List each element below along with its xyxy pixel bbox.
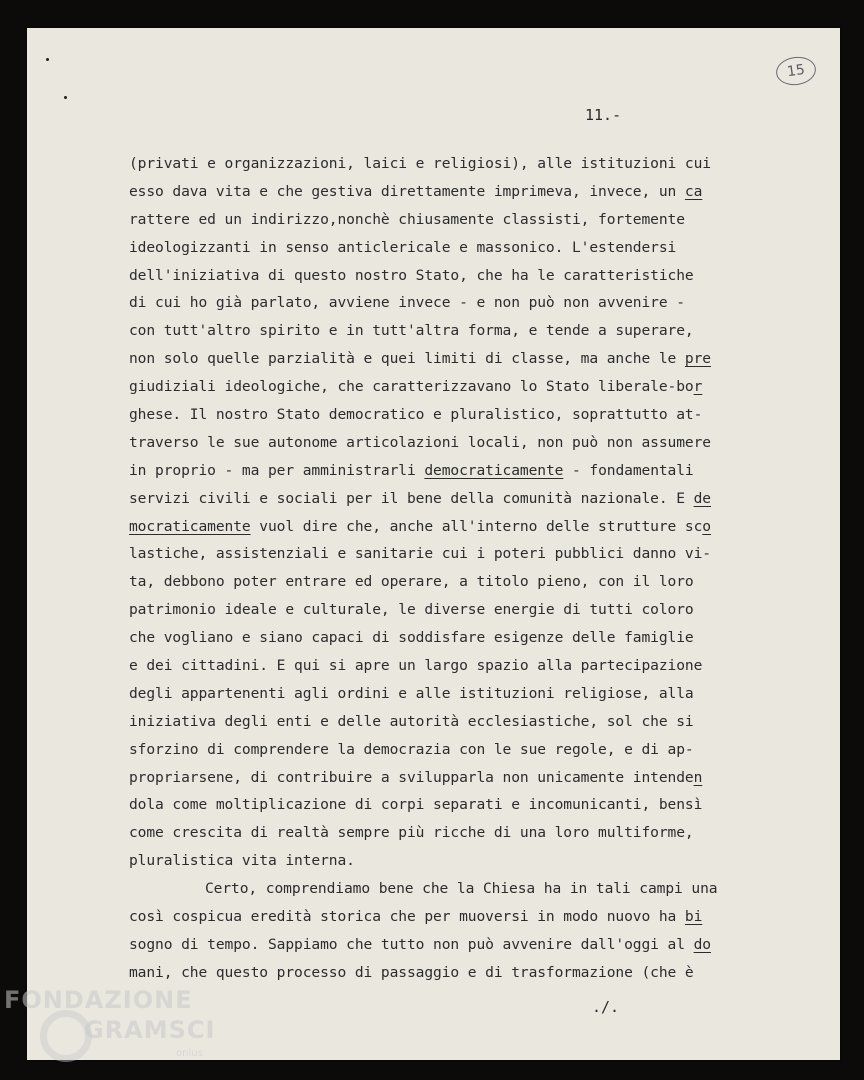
text-line [129,317,819,345]
text-run: patrimonio ideale e culturale, le diverse energie di tutti coloro [129,601,694,619]
underlined-text: do [693,935,711,953]
text-run: come crescita di realtà sempre più ricche di una loro multiforme, [129,824,694,842]
text-run: traverso le sue autonome articolazioni locali, non può non assumere [129,433,711,451]
text-line [129,568,819,596]
underlined-text: n [693,768,703,786]
text-run: e dei cittadini. E qui si apre un largo spazio alla partecipazione [129,657,703,675]
text-run: servizi civili e sociali per il bene della comunità nazionale. E [129,489,694,507]
underlined-text: bi [684,908,703,926]
text-line [129,708,819,736]
text-run: lastiche, assistenziali e sanitarie cui i poteri pubblici danno vi- [129,545,711,563]
text-run: propriarsene, di contribuire a svilupparla non unicamente intende [129,768,694,786]
text-run: mani, che questo processo di passaggio e di trasformazione (che è [129,963,694,981]
text-line [129,401,819,429]
speck [46,58,49,61]
text-line [129,345,819,373]
text-line [129,206,819,234]
watermark-line2: GRAMSCI [84,1016,216,1044]
text-run: ghese. Il nostro Stato democratico e pluralistico, soprattutto at- [129,406,703,424]
underlined-text: mocraticamente [129,517,251,535]
text-line [129,373,819,401]
fondazione-gramsci-watermark [4,986,224,1076]
text-run: con tutt'altro spirito e in tutt'altra forma, e tende a superare, [129,322,694,340]
text-run: dell'iniziativa di questo nostro Stato, che ha le caratteristiche [129,266,694,284]
text-line [129,764,819,792]
text-line [129,791,819,819]
text-line [129,262,819,290]
text-run: sogno di tempo. Sappiamo che tutto non può avvenire dall'oggi al [129,935,694,953]
text-run: non solo quelle parzialità e quei limiti di classe, ma anche le [129,350,685,368]
text-run: ideologizzanti in senso anticlericale e massonico. L'estendersi [129,238,677,256]
watermark-suffix: onlus [176,1048,203,1059]
text-run: vuol dire che, anche all'interno delle strutture sc [250,517,703,535]
text-run: - fondamentali [563,461,694,479]
text-run: iniziativa degli enti e delle autorità ecclesiastiche, sol che si [129,712,694,730]
text-run: giudiziali ideologiche, che caratterizzavano lo Stato liberale-bo [129,378,694,396]
text-line [129,540,819,568]
body-text [129,150,819,987]
text-line [129,875,819,903]
text-line [129,289,819,317]
text-line [129,959,819,987]
text-line [129,234,819,262]
underlined-text: democraticamente [424,461,564,479]
text-line [129,736,819,764]
underlined-text: r [693,378,703,396]
text-line [129,513,819,541]
text-line [129,680,819,708]
page-number: 11.- [585,106,622,124]
speck [64,96,67,99]
text-run: in proprio - ma per amministrarli [129,461,425,479]
text-line [129,652,819,680]
text-run: rattere ed un indirizzo,nonchè chiusamente classisti, fortemente [129,210,685,228]
text-run: degli appartenenti agli ordini e alle istituzioni religiose, alla [129,684,694,702]
text-run: di cui ho già parlato, avviene invece - e non può non avvenire - [129,294,685,312]
watermark-line1: FONDAZIONE [4,986,193,1014]
text-line [129,596,819,624]
text-run: (privati e organizzazioni, laici e religiosi), alle istituzioni cui [129,155,711,172]
archive-number-stamp: 15 [774,54,818,87]
underlined-text: pre [684,350,711,368]
text-line [129,150,819,178]
text-run: così cospicua eredità storica che per muoversi in modo nuovo ha [129,908,685,926]
underlined-text: o [702,517,711,535]
text-line [129,931,819,959]
text-line [129,847,819,875]
text-line [129,485,819,513]
text-line [129,624,819,652]
text-run: che vogliano e siano capaci di soddisfare esigenze delle famiglie [129,629,694,647]
text-line [129,819,819,847]
text-run: esso dava vita e che gestiva direttamente imprimeva, invece, un [129,182,685,200]
continuation-mark: ./. [592,998,620,1016]
text-run: pluralistica vita interna. [129,852,355,870]
text-line [129,457,819,485]
underlined-text: ca [684,182,703,200]
text-run: sforzino di comprendere la democrazia con le sue regole, e di ap- [129,740,694,758]
underlined-text: de [693,489,711,507]
text-line [129,903,819,931]
document-page [27,28,840,1060]
text-run: Certo, comprendiamo bene che la Chiesa ha in tali campi una [205,880,718,898]
text-run: dola come moltiplicazione di corpi separati e incomunicanti, bensì [129,796,703,814]
text-line [129,429,819,457]
text-run: ta, debbono poter entrare ed operare, a titolo pieno, con il loro [129,573,694,591]
text-line [129,178,819,206]
